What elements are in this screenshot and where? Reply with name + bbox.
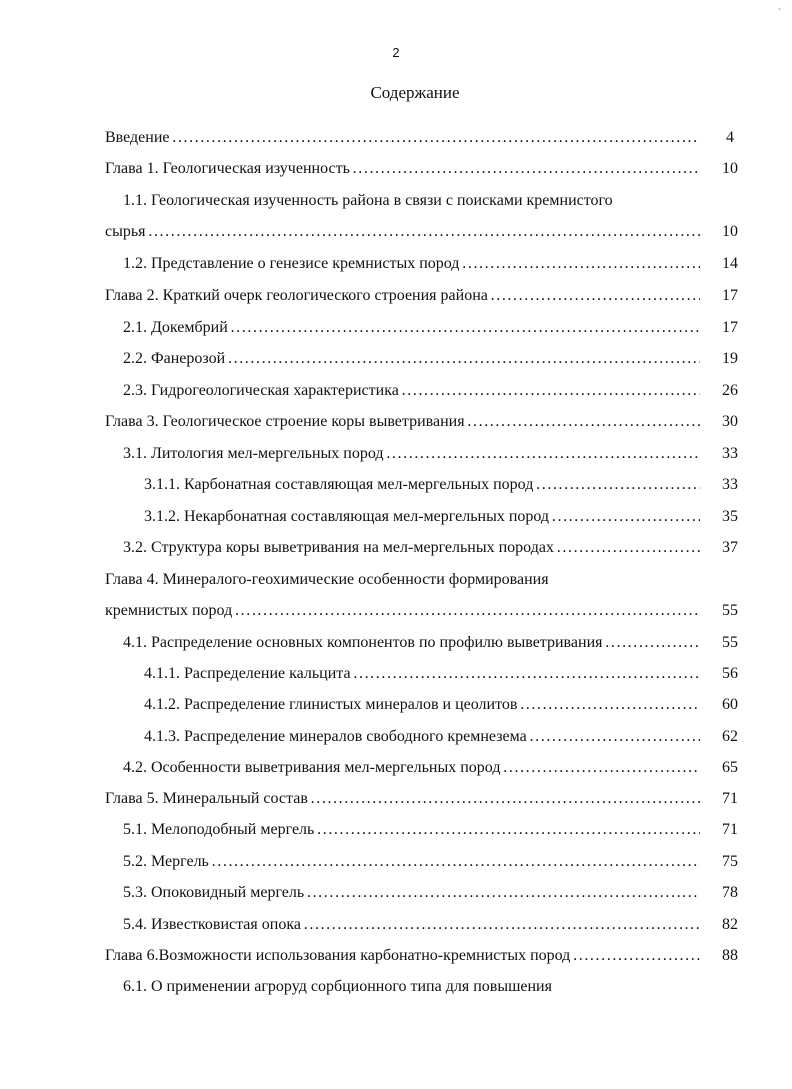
toc-entry [105,944,747,968]
toc-entry [123,379,747,403]
toc-entry-title: Глава 6.Возможности использования карбонатно-кремнистых пород . . . [105,944,700,968]
toc-entry-page: 33 [722,476,738,493]
toc-entry-page: 55 [722,602,738,619]
toc-entry-title: 1.1. Геологическая изученность района в связи с поисками кремнистого [123,192,613,209]
toc-entry-title: Глава 2. Краткий очерк геологического строения района . . . [105,284,700,308]
toc-entry-title: 3.1. Литология мел-мергельных пород . . . [123,442,700,466]
toc-entry-page: 65 [722,759,738,776]
toc-entry [123,756,747,780]
toc-entry-page: 10 [722,223,738,240]
toc-entry-title: 4.1.3. Распределение минералов свободного кремнезема . . . [144,725,700,749]
toc-entry [144,473,747,497]
toc-entry-page: 35 [722,508,738,525]
toc-entry-page: 37 [722,539,738,556]
toc-entry-title: Введение . . . [105,126,700,150]
toc-entry-page: 75 [722,853,738,870]
toc-entry-page: 17 [722,287,738,304]
toc-entry-title: 5.2. Мергель . . . [123,850,700,874]
toc-entry-page: 71 [722,790,738,807]
toc-entry [123,316,747,340]
toc-entry [144,693,747,717]
toc-entry-title: Глава 1. Геологическая изученность . . . [105,157,700,181]
toc-entry [105,284,747,308]
toc-entry [123,536,747,560]
toc-entry-title: 3.1.1. Карбонатная составляющая мел-мергельных пород . . . [144,473,700,497]
toc-entry [105,220,747,244]
toc-entry-page: 10 [722,160,738,177]
toc-entry-title: Глава 5. Минеральный состав . . . [105,787,700,811]
toc-entry-title: 2.2. Фанерозой . . . [123,347,700,371]
toc-entry-page: 19 [722,350,738,367]
toc-entry-title: 1.2. Представление о генезисе кремнистых пород . . . [123,252,700,276]
toc-entry [105,126,747,150]
toc-entry [144,505,747,529]
toc-entry-title: кремнистых пород . . . [105,599,700,623]
toc-entry [123,252,747,276]
toc-entry-title: 2.3. Гидрогеологическая характеристика . . . [123,379,700,403]
toc-entry-page: 55 [722,634,738,651]
toc-entry [123,881,747,905]
scan-mark: ` [778,8,782,19]
toc-entry-page: 33 [722,445,738,462]
toc-entry [105,787,747,811]
toc-entry-page: 62 [722,728,738,745]
page-number: 2 [392,45,400,60]
toc-entry-page: 26 [722,382,738,399]
toc-entry-page: 56 [722,665,738,682]
toc-entry [105,410,747,434]
toc-entry [123,850,747,874]
toc-entry [123,347,747,371]
toc-entry-title: 6.1. О применении агроруд сорбционного типа для повышения [123,978,552,995]
toc-entry-page: 82 [722,916,738,933]
toc-entry-title: сырья . . . [105,220,700,244]
toc-entry [144,662,747,686]
toc-entry-title: 2.1. Докембрий . . . [123,316,700,340]
toc-entry-page: 60 [722,696,738,713]
toc-entry-page: 14 [722,255,738,272]
toc-entry-page: 17 [722,319,738,336]
toc-entry-title: 5.3. Опоковидный мергель . . . [123,881,700,905]
toc-entry [105,568,747,592]
toc-entry-title: Глава 3. Геологическое строение коры выветривания . . . [105,410,700,434]
toc-entry-title: 5.4. Известковистая опока . . . [123,913,700,937]
toc-entry [123,189,747,213]
toc-entry-title: 4.2. Особенности выветривания мел-мергельных пород . . . [123,756,700,780]
toc-entry [105,599,747,623]
toc-entry-page: 88 [722,947,738,964]
toc-entry [105,157,747,181]
toc-entry [123,818,747,842]
toc-entry-title: 5.1. Мелоподобный мергель . . . [123,818,700,842]
toc-entry-title: 3.1.2. Некарбонатная составляющая мел-мергельных пород . . . [144,505,700,529]
toc-entry-title: Глава 4. Минералого-геохимические особенности формирования [105,571,549,588]
toc-entry [144,725,747,749]
toc-entry [123,631,747,655]
toc-entry-page: 78 [722,884,738,901]
toc-entry-title: 4.1.1. Распределение кальцита . . . [144,662,700,686]
toc-entry-page: 4 [726,129,734,146]
toc-entry-page: 71 [722,821,738,838]
page-title: Содержание [370,83,460,102]
toc-entry-title: 3.2. Структура коры выветривания на мел-мергельных породах . . . [123,536,700,560]
toc-entry-title: 4.1. Распределение основных компонентов по профилю выветривания . . . [123,631,700,655]
toc-entry-page: 30 [722,413,738,430]
toc-entry-title: 4.1.2. Распределение глинистых минералов и цеолитов . . . [144,693,700,717]
toc-entry [123,913,747,937]
toc-entry [123,975,747,999]
toc-entry [123,442,747,466]
